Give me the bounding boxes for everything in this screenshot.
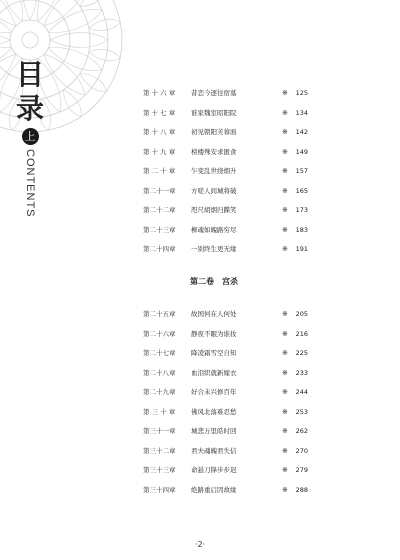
separator-mark: ※ [282, 89, 288, 97]
separator-mark: ※ [282, 349, 288, 357]
chapter-title: 城悲万里皓时回 [191, 427, 237, 435]
page-number-ref: 165 [295, 186, 308, 195]
toc-entry[interactable] [143, 383, 308, 403]
page-number-ref: 233 [295, 368, 308, 377]
page-number: ·2· [194, 540, 206, 549]
chapter-number: 第 十 六 章 [143, 89, 176, 97]
separator-mark: ※ [282, 245, 288, 253]
page-number-ref: 157 [295, 167, 308, 175]
chapter-number: 第二十七章 [143, 349, 176, 357]
separator-mark: ※ [282, 329, 288, 338]
chapter-number: 第三十一章 [143, 427, 176, 435]
page-number-ref: 270 [295, 446, 308, 455]
chapter-title: 故国何在人何处 [191, 310, 237, 318]
separator-mark: ※ [282, 167, 288, 175]
separator-mark: ※ [282, 206, 288, 214]
page-number-ref: 225 [295, 349, 308, 357]
chapter-number: 第二十二章 [143, 206, 176, 214]
separator-mark: ※ [282, 407, 288, 416]
toc-entry[interactable] [143, 305, 308, 325]
separator-mark: ※ [282, 446, 288, 455]
toc-entry[interactable] [143, 201, 308, 221]
page-number-ref: 262 [295, 427, 308, 435]
toc-entry[interactable] [143, 403, 308, 423]
toc-entry[interactable] [143, 422, 308, 442]
chapter-title: 初见朝阳芙蓉面 [191, 128, 237, 136]
volume-heading [190, 276, 238, 288]
separator-mark: ※ [282, 368, 288, 377]
chapter-number: 第 十 九 章 [143, 147, 176, 156]
vertical-title [10, 58, 50, 218]
toc-entry[interactable] [143, 123, 308, 143]
toc-entry[interactable] [143, 442, 308, 462]
page-number-ref: 125 [295, 89, 308, 97]
page-number-ref: 191 [295, 245, 308, 253]
toc-entry[interactable] [143, 325, 308, 345]
title-char-lu: 录 [15, 92, 44, 125]
page-number-ref: 149 [295, 147, 308, 156]
page-number-ref: 244 [295, 388, 308, 396]
chapter-number: 第二十八章 [143, 368, 176, 377]
separator-mark: ※ [282, 310, 288, 318]
chapter-number: 第二十四章 [143, 245, 176, 253]
chapter-number: 第 二 十 章 [143, 167, 176, 175]
separator-mark: ※ [282, 427, 288, 435]
volume-heading-label: 第二卷 [190, 277, 214, 286]
toc-entry[interactable] [143, 104, 308, 124]
toc-entry[interactable] [143, 240, 308, 260]
chapter-title: 静夜不眠为谁妆 [191, 329, 237, 338]
page-number-ref: 216 [295, 329, 308, 338]
separator-mark: ※ [282, 485, 288, 494]
page-number-ref: 134 [295, 108, 308, 117]
chapter-title: 绝路重启因故缘 [191, 485, 237, 494]
volume-heading-name: 宫杀 [222, 277, 238, 286]
chapter-number: 第三十四章 [143, 485, 176, 494]
separator-mark: ※ [282, 388, 288, 396]
separator-mark: ※ [282, 128, 288, 136]
contents-label: CONTENTS [24, 149, 36, 218]
chapter-number: 第 十 八 章 [143, 128, 176, 136]
separator-mark: ※ [282, 225, 288, 234]
toc-list-part1 [143, 84, 308, 260]
chapter-title: 好合未兴修百年 [191, 388, 237, 396]
toc-entry[interactable] [143, 481, 308, 501]
toc-entry[interactable] [143, 221, 308, 241]
toc-entry[interactable] [143, 143, 308, 163]
chapter-number: 第二十一章 [143, 186, 176, 195]
separator-mark: ※ [282, 108, 288, 117]
chapter-number: 第三十三章 [143, 466, 176, 474]
page-number-ref: 205 [295, 310, 308, 318]
chapter-title: 方嗟人间城将破 [191, 186, 237, 195]
page-number-ref: 253 [295, 407, 308, 416]
chapter-number: 第二十六章 [143, 329, 176, 338]
chapter-title: 乍变乱世绕烟升 [191, 167, 237, 175]
title-char-mu: 目 [15, 58, 44, 91]
volume-marker-badge: 上 [22, 128, 39, 145]
separator-mark: ※ [282, 186, 288, 195]
chapter-title: 谁家魏室昭阳院 [191, 108, 237, 117]
toc-entry[interactable] [143, 84, 308, 104]
chapter-number: 第 十 七 章 [143, 108, 176, 117]
chapter-title: 佛风北落难忍愁 [191, 407, 237, 416]
chapter-number: 第二十九章 [143, 388, 176, 396]
chapter-title: 命悬刀锋步步迟 [191, 466, 237, 474]
chapter-number: 第二十三章 [143, 225, 176, 234]
page-number-ref: 183 [295, 225, 308, 234]
chapter-title: 咫尺胡烟归蹀笑 [191, 206, 237, 214]
chapter-number: 第三十二章 [143, 446, 176, 455]
page-number-ref: 142 [295, 128, 308, 136]
chapter-number: 第二十五章 [143, 310, 176, 318]
toc-entry[interactable] [143, 162, 308, 182]
toc-list-part2 [143, 305, 308, 500]
chapter-number: 第 三 十 章 [143, 407, 176, 416]
page-number-ref: 279 [295, 466, 308, 474]
page-number-ref: 173 [295, 206, 308, 214]
chapter-title: 柳魂如魄路穷尽 [191, 225, 237, 234]
chapter-title: 血泪织就新嫁衣 [191, 368, 237, 377]
toc-entry[interactable] [143, 344, 308, 364]
toc-entry[interactable] [143, 364, 308, 384]
chapter-title: 榜楼殊安求匿食 [191, 147, 237, 156]
chapter-title: 一别终生更无缘 [191, 245, 237, 253]
separator-mark: ※ [282, 466, 288, 474]
toc-entry[interactable] [143, 461, 308, 481]
toc-entry[interactable] [143, 182, 308, 202]
page-number-ref: 288 [295, 485, 308, 494]
chapter-title: 昔恋今逐往宿墓 [191, 89, 237, 97]
separator-mark: ※ [282, 147, 288, 156]
chapter-title: 降凌霜雪空自知 [191, 349, 237, 357]
chapter-title: 君夫魂魄君失信 [191, 446, 237, 455]
